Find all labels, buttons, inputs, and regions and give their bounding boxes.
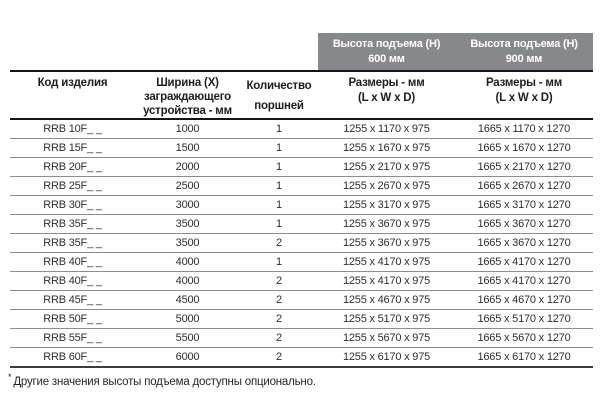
cell-dimensions-900: 1665 x 2170 x 1270 bbox=[477, 161, 571, 173]
cell-product-code: RRB 40F_ _ bbox=[43, 256, 102, 268]
header-product-code: Код изделия bbox=[37, 77, 108, 89]
cell-barrier-width: 4500 bbox=[175, 294, 200, 306]
cell-dimensions-900: 1665 x 2670 x 1270 bbox=[477, 180, 571, 192]
table-row bbox=[10, 196, 593, 215]
cell-barrier-width: 4000 bbox=[175, 275, 200, 287]
cell-dimensions-600: 1255 x 1170 x 975 bbox=[343, 123, 430, 135]
table-row bbox=[10, 158, 593, 177]
cell-piston-count: 2 bbox=[276, 313, 282, 325]
lift-height-band-row bbox=[10, 33, 593, 70]
footnote-text: Другие значения высоты подъема доступны опционально. bbox=[13, 375, 316, 388]
cell-product-code: RRB 60F_ _ bbox=[43, 351, 102, 363]
cell-product-code: RRB 20F_ _ bbox=[43, 161, 102, 173]
table-row bbox=[10, 119, 593, 139]
cell-product-code: RRB 55F_ _ bbox=[43, 332, 102, 344]
cell-piston-count: 2 bbox=[276, 294, 282, 306]
spec-table-body bbox=[10, 119, 593, 367]
cell-dimensions-600: 1255 x 4170 x 975 bbox=[342, 275, 431, 287]
cell-piston-count: 1 bbox=[276, 180, 282, 192]
lift-height-900-header bbox=[455, 33, 593, 70]
cell-dimensions-600: 1255 x 1670 x 975 bbox=[342, 142, 431, 154]
cell-dimensions-900: 1665 x 5670 x 1270 bbox=[477, 332, 571, 344]
cell-dimensions-900: 1665 x 4670 x 1270 bbox=[477, 294, 571, 306]
header-piston-count: Количество поршней bbox=[246, 80, 312, 112]
cell-piston-count: 2 bbox=[276, 275, 282, 287]
cell-barrier-width: 6000 bbox=[175, 351, 200, 363]
table-row bbox=[10, 253, 593, 272]
cell-dimensions-600: 1255 x 3170 x 975 bbox=[342, 199, 431, 211]
cell-dimensions-600: 1255 x 4170 x 975 bbox=[342, 256, 431, 268]
cell-barrier-width: 3000 bbox=[175, 199, 200, 211]
cell-barrier-width: 2000 bbox=[175, 161, 200, 173]
table-row bbox=[10, 234, 593, 253]
cell-product-code: RRB 25F_ _ bbox=[43, 180, 102, 192]
lift-height-600-line1: Высота подъема (H) bbox=[332, 38, 441, 50]
cell-piston-count: 1 bbox=[276, 199, 282, 211]
cell-product-code: RRB 50F_ _ bbox=[43, 313, 102, 325]
table-row bbox=[10, 272, 593, 291]
cell-dimensions-600: 1255 x 3670 x 975 bbox=[342, 218, 431, 230]
cell-piston-count: 1 bbox=[276, 256, 282, 268]
header-dimensions-900: Размеры - мм (L x W x D) bbox=[485, 77, 563, 104]
cell-piston-count: 2 bbox=[276, 351, 282, 363]
cell-dimensions-900: 1665 x 3170 x 1270 bbox=[477, 199, 571, 211]
footnote-marker: * bbox=[8, 372, 12, 382]
cell-dimensions-900: 1665 x 5170 x 1270 bbox=[477, 313, 571, 325]
cell-product-code: RRB 30F_ _ bbox=[43, 199, 102, 211]
table-row bbox=[10, 139, 593, 158]
lift-height-600-line2: 600 мм bbox=[368, 53, 405, 65]
cell-dimensions-900: 1665 x 6170 x 1270 bbox=[477, 351, 571, 363]
lift-height-900-line1: Высота подъема (H) bbox=[470, 38, 578, 50]
cell-dimensions-900: 1665 x 3670 x 1270 bbox=[477, 218, 571, 230]
cell-dimensions-900: 1665 x 1670 x 1270 bbox=[477, 142, 571, 154]
footnote bbox=[8, 372, 316, 388]
cell-dimensions-600: 1255 x 5670 x 975 bbox=[342, 332, 431, 344]
cell-piston-count: 1 bbox=[276, 161, 282, 173]
cell-piston-count: 1 bbox=[276, 123, 282, 135]
cell-product-code: RRB 15F_ _ bbox=[43, 142, 102, 154]
cell-barrier-width: 3500 bbox=[175, 237, 200, 249]
cell-dimensions-900: 1665 x 3670 x 1270 bbox=[477, 237, 571, 249]
cell-dimensions-600: 1255 x 2170 x 975 bbox=[342, 161, 431, 173]
cell-barrier-width: 3500 bbox=[175, 218, 200, 230]
cell-dimensions-900: 1665 x 4170 x 1270 bbox=[477, 256, 571, 268]
band-spacer bbox=[10, 33, 318, 70]
cell-product-code: RRB 35F_ _ bbox=[43, 218, 102, 230]
spec-table bbox=[10, 70, 593, 368]
spec-table-header bbox=[10, 71, 593, 119]
lift-height-900-line2: 900 мм bbox=[505, 53, 543, 65]
cell-piston-count: 2 bbox=[276, 332, 282, 344]
table-row bbox=[10, 215, 593, 234]
cell-dimensions-900: 1665 x 4170 x 1270 bbox=[477, 275, 571, 287]
table-row bbox=[10, 291, 593, 310]
lift-height-band bbox=[318, 33, 593, 70]
cell-dimensions-600: 1255 x 6170 x 975 bbox=[342, 351, 431, 363]
product-spec-table bbox=[10, 33, 593, 368]
cell-piston-count: 1 bbox=[276, 142, 282, 154]
table-row bbox=[10, 310, 593, 329]
cell-product-code: RRB 40F_ _ bbox=[43, 275, 102, 287]
cell-dimensions-900: 1665 x 1170 x 1270 bbox=[477, 123, 571, 135]
lift-height-600-header bbox=[318, 33, 455, 70]
cell-barrier-width: 5500 bbox=[175, 332, 200, 344]
cell-piston-count: 1 bbox=[276, 218, 282, 230]
cell-barrier-width: 5000 bbox=[175, 313, 200, 325]
cell-dimensions-600: 1255 x 3670 x 975 bbox=[342, 237, 431, 249]
cell-product-code: RRB 10F_ _ bbox=[43, 123, 102, 135]
table-row bbox=[10, 329, 593, 348]
cell-barrier-width: 1000 bbox=[175, 123, 200, 135]
cell-product-code: RRB 35F_ _ bbox=[43, 237, 102, 249]
cell-barrier-width: 1500 bbox=[175, 142, 200, 154]
cell-piston-count: 2 bbox=[276, 237, 282, 249]
cell-dimensions-600: 1255 x 4670 x 975 bbox=[342, 294, 431, 306]
cell-barrier-width: 4000 bbox=[175, 256, 200, 268]
table-row bbox=[10, 177, 593, 196]
cell-barrier-width: 2500 bbox=[175, 180, 200, 192]
header-barrier-width: Ширина (X) заграждающего устройства - мм bbox=[143, 77, 232, 117]
cell-dimensions-600: 1255 x 2670 x 975 bbox=[342, 180, 431, 192]
table-row bbox=[10, 348, 593, 368]
header-dimensions-600: Размеры - мм (L x W x D) bbox=[348, 77, 425, 104]
cell-product-code: RRB 45F_ _ bbox=[43, 294, 102, 306]
cell-dimensions-600: 1255 x 5170 x 975 bbox=[342, 313, 431, 325]
